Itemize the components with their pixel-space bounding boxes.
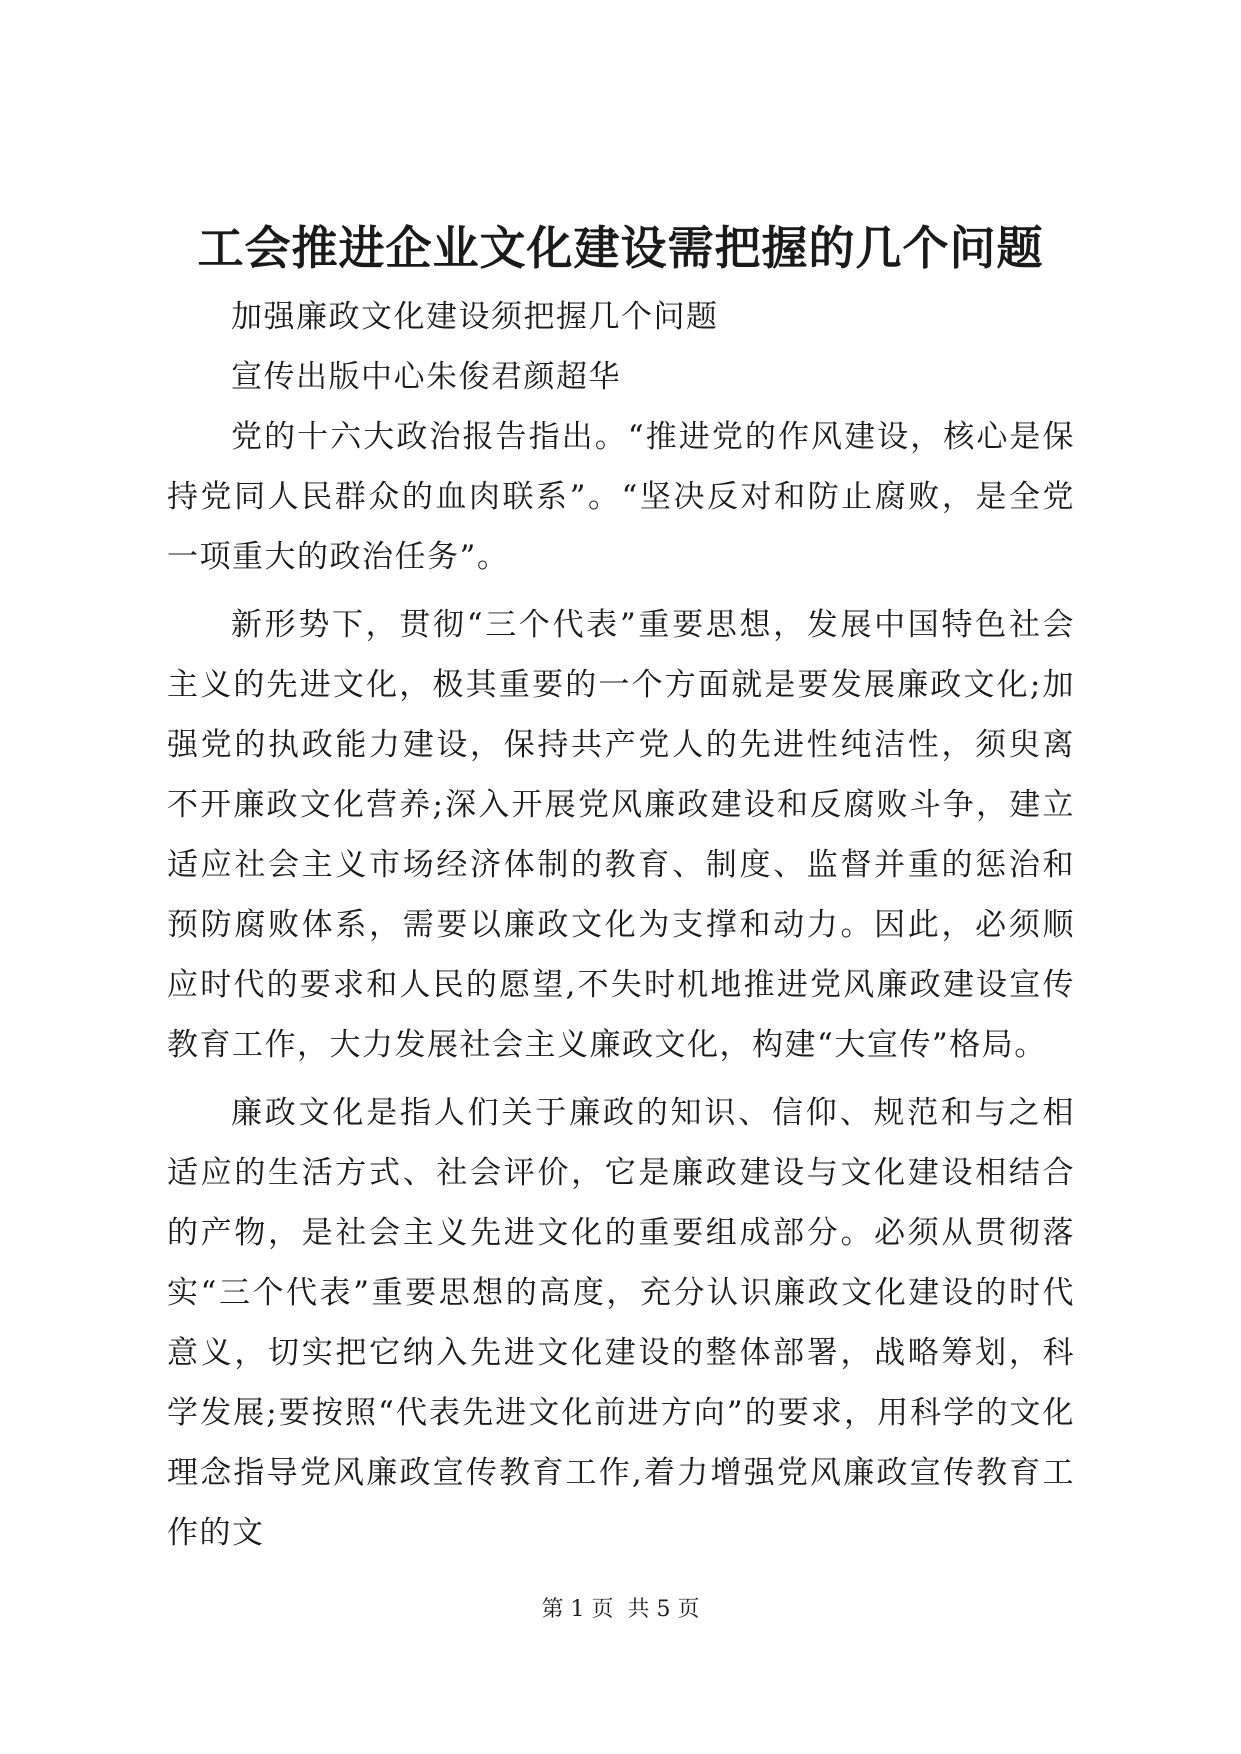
body-paragraph: 新形势下，贯彻“三个代表”重要思想，发展中国特色社会主义的先进文化，极其重要的一个方面就是要发展廉政文化;加强党的执政能力建设，保持共产党人的先进性纯洁性，须臾离不开廉政文化营养;深入开展党风廉政建设和反腐败斗争，建立适应社会主义市场经济体制的教育、制度、监督并重的惩治和预防腐败体系，需要以廉政文化为支撑和动力。因此，必须顺应时代的要求和人民的愿望,不失时机地推进党风廉政建设宣传教育工作，大力发展社会主义廉政文化，构建“大宣传”格局。 [167,607,1075,1063]
subtitle-paragraph: 加强廉政文化建设须把握几个问题 [231,299,719,335]
document-title: 工会推进企业文化建设需把握的几个问题 [197,221,1044,275]
body-paragraph: 党的十六大政治报告指出。“推进党的作风建设，核心是保持党同人民群众的血肉联系”。“坚决反对和防止腐败，是全党一项重大的政治任务”。 [167,419,1075,575]
page-footer [0,1595,1241,1625]
page-number: 第 1 页 [541,1597,614,1622]
page-total: 共 5 页 [627,1597,700,1622]
body-paragraph: 廉政文化是指人们关于廉政的知识、信仰、规范和与之相适应的生活方式、社会评价，它是廉政建设与文化建设相结合的产物，是社会主义先进文化的重要组成部分。必须从贯彻落实“三个代表”重要思想的高度，充分认识廉政文化建设的时代意义，切实把它纳入先进文化建设的整体部署，战略筹划，科学发展;要按照“代表先进文化前进方向”的要求，用科学的文化理念指导党风廉政宣传教育工作,着力增强党风廉政宣传教育工作的文 [167,1095,1075,1551]
document-body [167,287,1075,1563]
author-paragraph: 宣传出版中心朱俊君颜超华 [231,359,621,395]
